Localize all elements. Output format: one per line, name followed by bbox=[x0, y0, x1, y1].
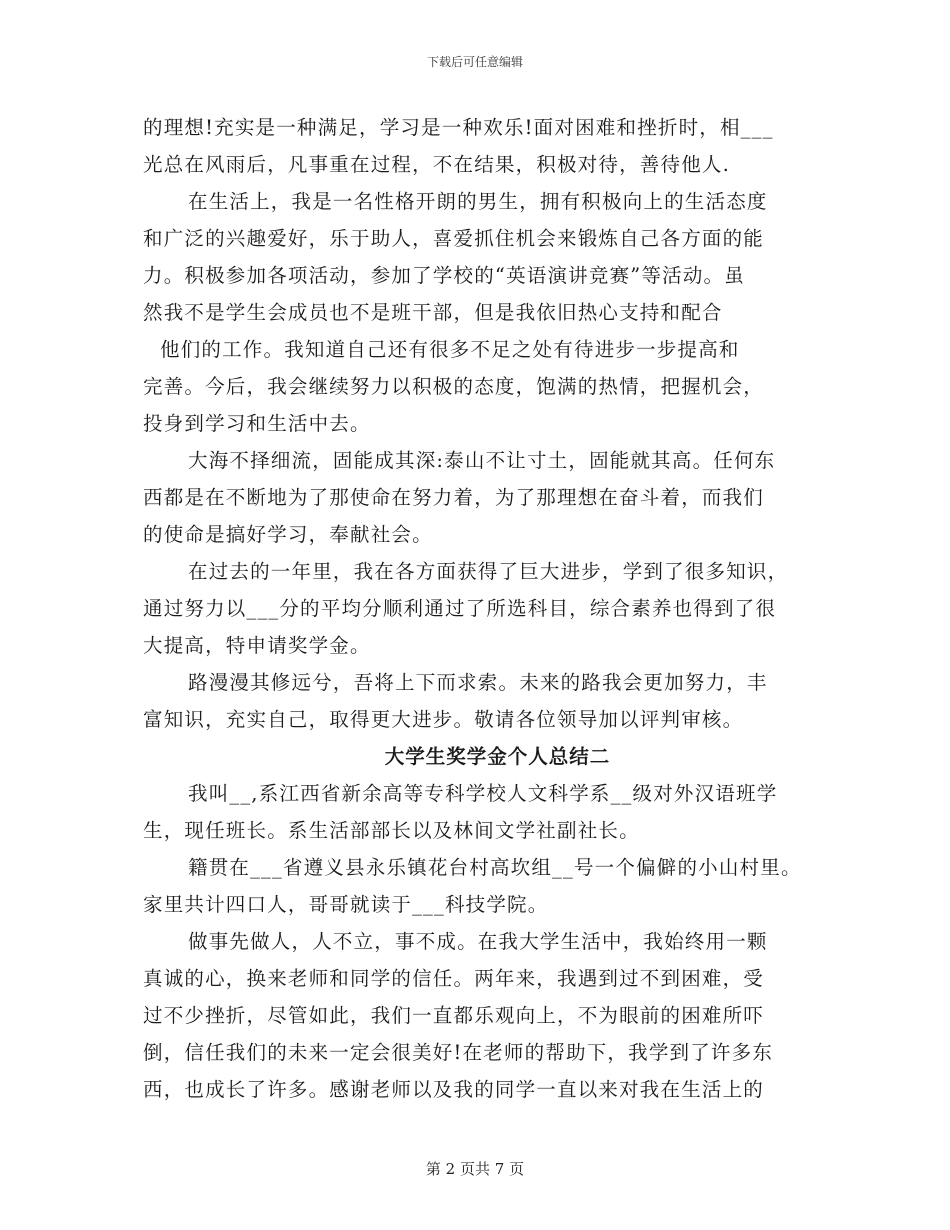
page-header: 下载后可任意编辑 bbox=[426, 55, 523, 69]
paragraph-line: 的使命是搞好学习，奉献社会。 bbox=[143, 523, 433, 546]
paragraph-line: 在生活上，我是一名性格开朗的男生，拥有积极向上的生活态度 bbox=[188, 190, 768, 213]
paragraph-line: 生，现任班长。系生活部部长以及林间文学社副社长。 bbox=[143, 819, 640, 842]
paragraph-line: 完善。今后，我会继续努力以积极的态度，饱满的热情，把握机会， bbox=[143, 375, 765, 398]
page-footer: 第 2 页共 7 页 bbox=[425, 1160, 525, 1178]
section-title: 大学生奖学金个人总结二 bbox=[384, 745, 611, 768]
paragraph-line: 和广泛的兴趣爱好，乐于助人，喜爱抓住机会来锻炼自己各方面的能 bbox=[143, 227, 765, 250]
paragraph-line: 家里共计四口人，哥哥就读于___科技学院。 bbox=[143, 893, 549, 916]
paragraph-line: 籍贯在___省遵义县永乐镇花台村高坎组__号一个偏僻的小山村里。 bbox=[188, 856, 802, 879]
paragraph-line: 过不少挫折，尽管如此，我们一直都乐观向上，不为眼前的困难所吓 bbox=[143, 1004, 765, 1027]
document-body bbox=[0, 109, 950, 1108]
paragraph-line: 力。积极参加各项活动，参加了学校的“英语演讲竞赛”等活动。虽 bbox=[143, 264, 745, 287]
paragraph-line: 富知识，充实自己，取得更大进步。敬请各位领导加以评判审核。 bbox=[143, 708, 744, 731]
paragraph-line: 倒，信任我们的未来一定会很美好!在老师的帮助下，我学到了许多东 bbox=[143, 1041, 774, 1064]
paragraph-line: 路漫漫其修远兮，吾将上下而求索。未来的路我会更加努力，丰 bbox=[188, 671, 768, 694]
paragraph-line: 通过努力以___分的平均分顺利通过了所选科目，综合素养也得到了很 bbox=[143, 597, 777, 620]
paragraph-line: 他们的工作。我知道自己还有很多不足之处有待进步一步提高和 bbox=[160, 338, 740, 361]
paragraph-line: 的理想!充实是一种满足，学习是一种欢乐!面对困难和挫折时，相___ bbox=[143, 116, 774, 139]
paragraph-line: 在过去的一年里，我在各方面获得了巨大进步，学到了很多知识， bbox=[188, 560, 789, 583]
paragraph-line: 西，也成长了许多。感谢老师以及我的同学一直以来对我在生活上的 bbox=[143, 1078, 765, 1101]
paragraph-line: 做事先做人，人不立，事不成。在我大学生活中，我始终用一颗 bbox=[188, 930, 768, 953]
paragraph-line: 真诚的心，换来老师和同学的信任。两年来，我遇到过不到困难，受 bbox=[143, 967, 765, 990]
paragraph-line: 投身到学习和生活中去。 bbox=[143, 412, 371, 435]
paragraph-line: 光总在风雨后，凡事重在过程，不在结果，积极对待，善待他人. bbox=[143, 153, 730, 176]
paragraph-line: 大海不择细流，固能成其深:泰山不让寸土，固能就其高。任何东 bbox=[188, 449, 776, 472]
paragraph-line: 然我不是学生会成员也不是班干部，但是我依旧热心支持和配合 bbox=[143, 301, 723, 324]
paragraph-line: 西都是在不断地为了那使命在努力着，为了那理想在奋斗着，而我们 bbox=[143, 486, 765, 509]
paragraph-line: 我叫__,系江西省新余高等专科学校人文科学系__级对外汉语班学 bbox=[188, 782, 778, 805]
paragraph-line: 大提高，特申请奖学金。 bbox=[143, 634, 371, 657]
